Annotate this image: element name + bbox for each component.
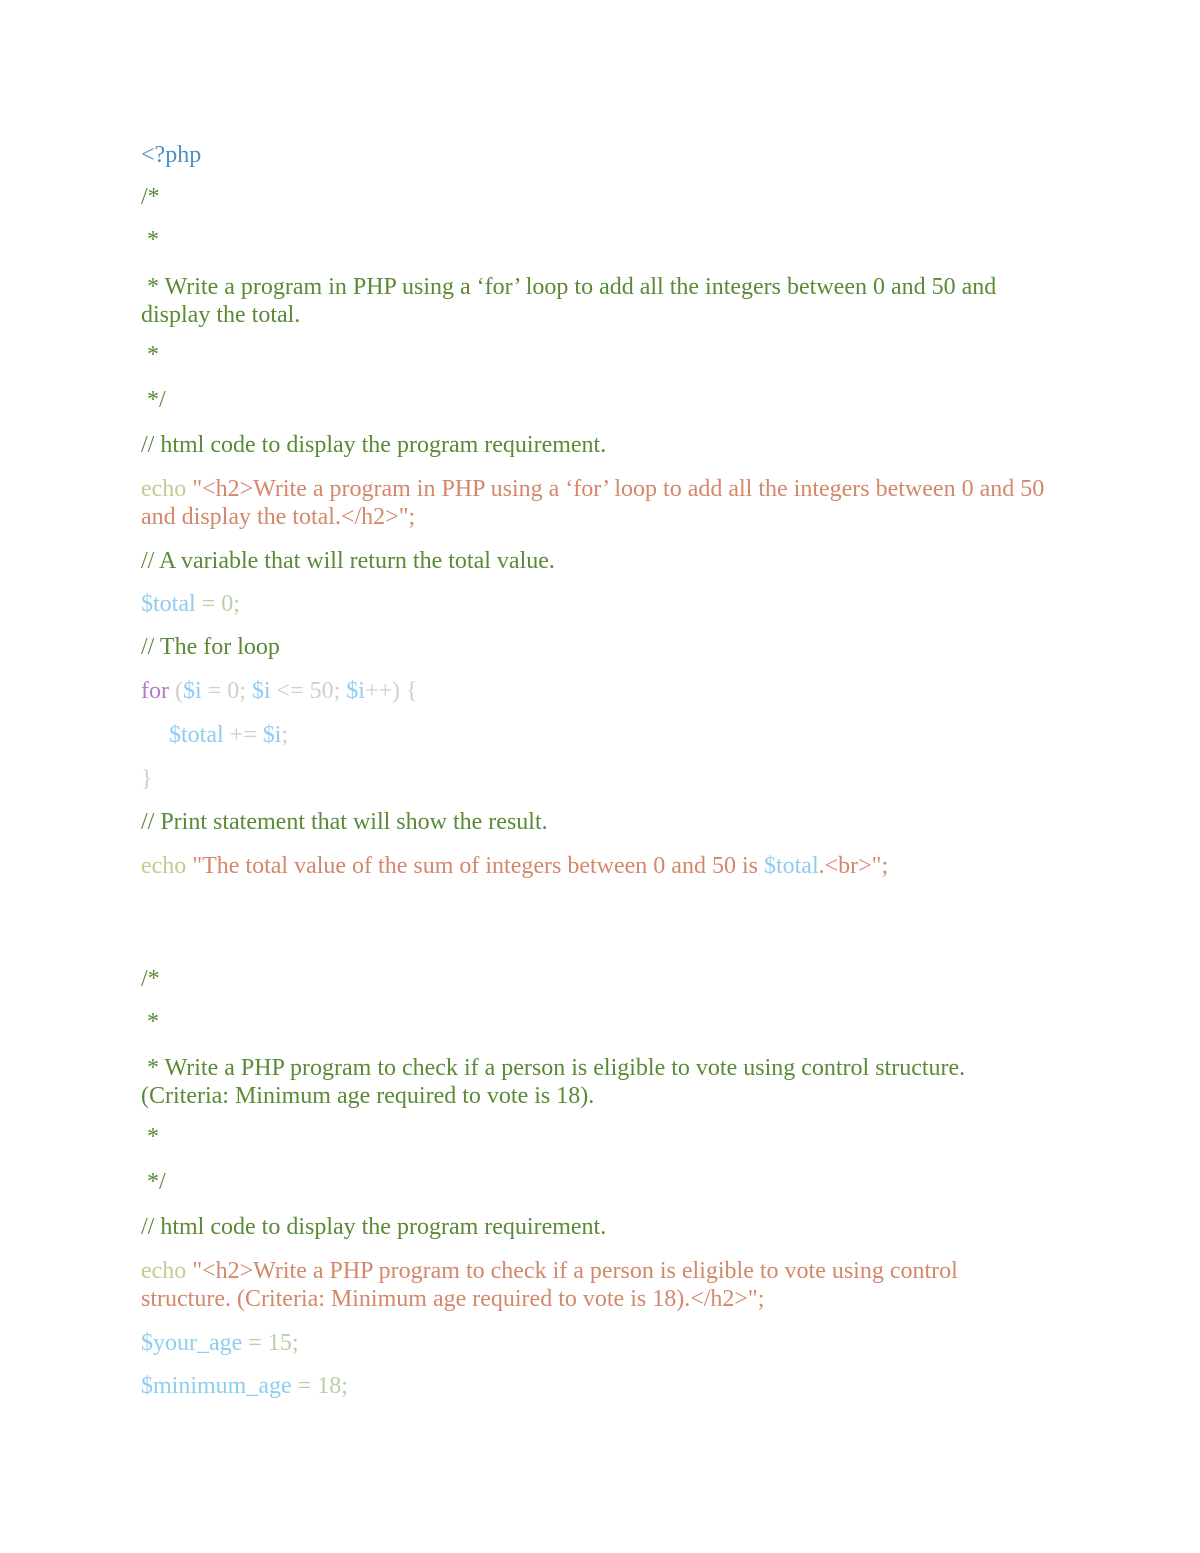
punctuation: ++) { <box>364 678 418 704</box>
string-literal: "The total value of the sum of integers between 0 and 50 is <box>186 853 764 879</box>
comment-html-code: // html code to display the program requirement. <box>141 432 607 458</box>
comment-task-1: * Write a program in PHP using a ‘for’ loop to add all the integers between 0 and 50 and display the total. <box>141 274 1003 328</box>
comment-for-loop: // The for loop <box>141 634 280 660</box>
echo-result <box>141 852 1051 880</box>
string-literal: .<br>"; <box>818 853 889 879</box>
punctuation: <= 50; <box>270 678 347 704</box>
variable: $minimum_age <box>141 1373 292 1399</box>
variable: $i <box>251 678 271 704</box>
variable: $your_age <box>141 1330 243 1356</box>
comment-star: * <box>141 1124 159 1150</box>
for-keyword: for <box>141 678 169 704</box>
closing-brace: } <box>141 766 153 792</box>
comment-task-2: * Write a PHP program to check if a person is eligible to vote using control structure. (Criteria: Minimum age required to vote is 18). <box>141 1055 972 1109</box>
echo-keyword: echo <box>141 1258 187 1284</box>
echo-keyword: echo <box>141 853 187 879</box>
variable: $total <box>763 853 819 879</box>
echo-keyword: echo <box>141 476 187 502</box>
loop-body <box>169 721 1079 749</box>
assignment-value: = 18; <box>291 1373 348 1399</box>
string-literal: "<h2>Write a PHP program to check if a person is eligible to vote using control structure. (Criteria: Minimum age required to vote is 18).</h2>"; <box>141 1258 964 1312</box>
variable: $i <box>262 722 282 748</box>
assignment-value: = 15; <box>242 1330 299 1356</box>
punctuation: = 0; <box>201 678 252 704</box>
php-open-tag: <?php <box>141 142 202 168</box>
comment-close: */ <box>141 1169 166 1195</box>
comment-variable: // A variable that will return the total value. <box>141 548 555 574</box>
comment-html-code: // html code to display the program requirement. <box>141 1214 607 1240</box>
punctuation: ; <box>281 722 289 748</box>
comment-close: */ <box>141 387 166 413</box>
minimum-age-assignment <box>141 1372 1051 1400</box>
echo-heading-2 <box>141 1257 1051 1313</box>
comment-star: * <box>141 227 159 253</box>
punctuation: ( <box>168 678 183 704</box>
variable: $i <box>346 678 365 704</box>
string-literal: "<h2>Write a program in PHP using a ‘for’ loop to add all the integers between 0 and 50 and display the total.</h2>"; <box>141 476 1051 530</box>
variable: $i <box>182 678 202 704</box>
variable: $total <box>141 591 196 617</box>
variable: $total <box>169 722 224 748</box>
your-age-assignment <box>141 1329 1051 1357</box>
comment-open: /* <box>141 966 160 992</box>
comment-print: // Print statement that will show the result. <box>141 809 548 835</box>
comment-star: * <box>141 342 159 368</box>
comment-open: /* <box>141 184 160 210</box>
operator: += <box>223 722 263 748</box>
total-assignment <box>141 590 1051 618</box>
for-statement <box>141 677 1051 705</box>
comment-star: * <box>141 1009 159 1035</box>
echo-heading-1 <box>141 475 1051 531</box>
assignment-value: = 0; <box>195 591 240 617</box>
